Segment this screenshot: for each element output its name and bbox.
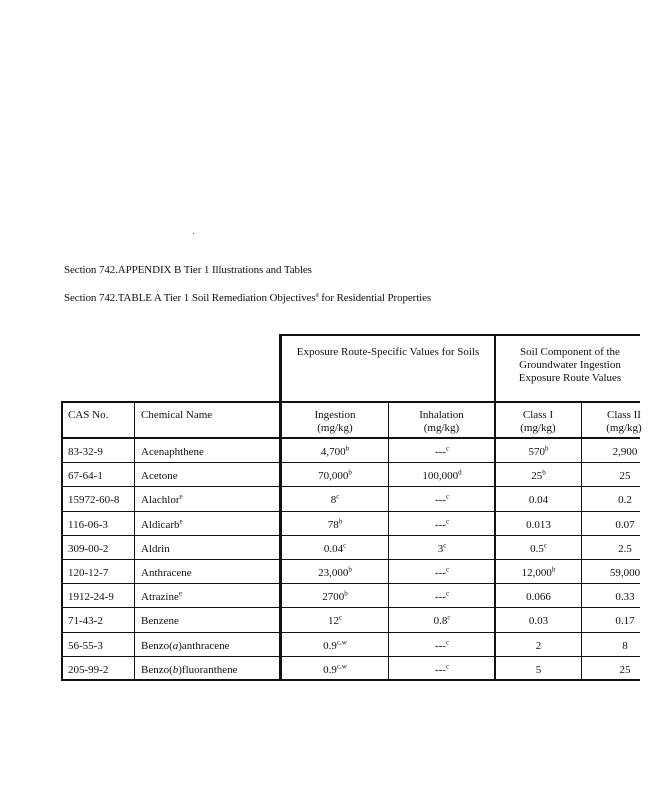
table-title-suffix: for Residential Properties bbox=[318, 292, 432, 304]
table-title-footnote: a bbox=[315, 290, 319, 299]
inhalation-footnote: c bbox=[443, 541, 447, 550]
class2-cell bbox=[582, 591, 668, 604]
table-top-border bbox=[279, 334, 640, 336]
class1-cell bbox=[496, 543, 581, 556]
class2-value: 8 bbox=[622, 640, 628, 652]
cas-number-cell: 116-06-3 bbox=[68, 519, 108, 531]
chemical-name-part: Benzo( bbox=[141, 664, 173, 676]
table-bottom-border bbox=[61, 679, 640, 681]
col-class2-unit: (mg/kg) bbox=[606, 422, 642, 434]
inhalation-footnote: c bbox=[445, 662, 450, 671]
ingestion-footnote: b bbox=[348, 565, 352, 574]
cas-number-cell: 15972-60-8 bbox=[68, 494, 120, 506]
ingestion-footnote: b bbox=[348, 468, 352, 477]
inhalation-value: --- bbox=[434, 664, 446, 676]
inhalation-value: 0.8 bbox=[433, 615, 448, 627]
chemical-name-cell bbox=[141, 519, 183, 532]
chemical-name-part: )anthracene bbox=[178, 640, 230, 652]
exposure-group-header: Exposure Route-Specific Values for Soils bbox=[296, 346, 480, 358]
inhalation-footnote: c bbox=[445, 638, 450, 647]
class1-value: 2 bbox=[535, 640, 542, 652]
ingestion-value: 12 bbox=[327, 615, 339, 627]
class1-value: 0.013 bbox=[526, 519, 551, 531]
cas-number-cell: 56-55-3 bbox=[68, 640, 103, 652]
chemical-name-footnote: e bbox=[178, 589, 182, 598]
row-divider bbox=[61, 511, 640, 512]
class2-value: 0.07 bbox=[615, 519, 635, 531]
inhalation-cell bbox=[389, 567, 495, 580]
cas-number-cell: 1912-24-9 bbox=[68, 591, 114, 603]
class1-footnote: b bbox=[545, 444, 549, 453]
class1-value: 570 bbox=[528, 446, 545, 458]
row-divider bbox=[61, 583, 640, 584]
class2-cell bbox=[582, 664, 668, 677]
inhalation-cell bbox=[389, 519, 495, 532]
row-divider bbox=[61, 656, 640, 657]
class2-cell bbox=[582, 519, 668, 532]
chemical-name-value: Anthracene bbox=[141, 567, 192, 579]
cas-number-cell: 309-00-2 bbox=[68, 543, 109, 555]
section-title: Section 742.APPENDIX B Tier 1 Illustrations and Tables bbox=[64, 264, 312, 276]
class2-value: 0.33 bbox=[615, 591, 635, 603]
ingestion-value: 78 bbox=[327, 519, 339, 531]
inhalation-footnote: c bbox=[447, 613, 451, 622]
class2-cell bbox=[582, 446, 668, 459]
header-top-border bbox=[61, 401, 640, 403]
inhalation-value: --- bbox=[434, 567, 446, 579]
cas-number-cell: 71-43-2 bbox=[68, 615, 103, 627]
soil-component-group-header: Soil Component of the Groundwater Ingestion Exposure Route Values bbox=[518, 346, 622, 384]
ingestion-footnote: b bbox=[344, 589, 348, 598]
class1-value: 12,000 bbox=[521, 567, 552, 579]
ingestion-value: 23,000 bbox=[318, 567, 349, 579]
ingestion-cell bbox=[282, 446, 388, 459]
inhalation-cell bbox=[389, 494, 495, 507]
ingestion-footnote: c,w bbox=[336, 638, 347, 647]
ingestion-footnote: c bbox=[336, 492, 340, 501]
col-class2-header: Class II bbox=[607, 409, 641, 421]
scan-speck bbox=[193, 233, 194, 234]
class1-value: 0.066 bbox=[526, 591, 551, 603]
class1-cell bbox=[496, 470, 581, 483]
inhalation-cell bbox=[389, 664, 495, 677]
chemical-name-value: Acenaphthene bbox=[141, 446, 204, 458]
chemical-name-value: Aldicarb bbox=[141, 519, 180, 531]
col-class1-unit: (mg/kg) bbox=[520, 422, 556, 434]
ingestion-cell bbox=[282, 664, 388, 677]
col-inhalation-header: Inhalation bbox=[419, 409, 464, 421]
row-divider bbox=[61, 486, 640, 487]
ingestion-footnote: b bbox=[338, 517, 343, 526]
ingestion-footnote: c bbox=[338, 613, 343, 622]
class1-value: 0.03 bbox=[528, 615, 549, 627]
group-divider-border bbox=[494, 334, 496, 680]
inhalation-cell bbox=[389, 470, 495, 483]
class2-cell bbox=[582, 615, 668, 628]
inhalation-footnote: c bbox=[445, 589, 450, 598]
ingestion-cell bbox=[282, 591, 388, 604]
name-column-border bbox=[279, 334, 282, 681]
chemical-name-cell bbox=[141, 494, 183, 507]
chemical-name-part: )fluoranthene bbox=[178, 664, 238, 676]
ingestion-value: 0.9 bbox=[323, 664, 337, 676]
ingestion-column-border bbox=[388, 401, 389, 680]
header-bottom-border bbox=[61, 437, 640, 439]
ingestion-value: 2700 bbox=[322, 591, 345, 603]
class2-cell bbox=[582, 567, 668, 580]
chemical-name-cell bbox=[141, 591, 182, 604]
table-title-main: Section 742.TABLE A Tier 1 Soil Remediation Objectives bbox=[64, 292, 316, 304]
table-left-border bbox=[61, 401, 63, 681]
class2-cell bbox=[582, 640, 668, 653]
ingestion-value: 0.04 bbox=[323, 543, 344, 555]
inhalation-footnote: c bbox=[445, 444, 450, 453]
class2-value: 25 bbox=[619, 664, 631, 676]
col-cas-header: CAS No. bbox=[68, 409, 109, 421]
col-chemical-header: Chemical Name bbox=[141, 409, 213, 421]
col-class1-header: Class I bbox=[522, 409, 554, 421]
chemical-name-value: Aldrin bbox=[141, 543, 170, 555]
chemical-name-cell bbox=[141, 640, 230, 653]
inhalation-value: --- bbox=[434, 591, 446, 603]
row-divider bbox=[61, 607, 640, 608]
chemical-name-value: Benzene bbox=[141, 615, 179, 627]
chemical-name-cell bbox=[141, 664, 238, 677]
inhalation-footnote: c bbox=[445, 517, 450, 526]
inhalation-value: --- bbox=[434, 519, 446, 531]
ingestion-cell bbox=[282, 494, 388, 507]
inhalation-value: --- bbox=[434, 494, 446, 506]
class1-footnote: c bbox=[543, 541, 547, 550]
class1-cell bbox=[496, 519, 581, 532]
class1-value: 0.5 bbox=[530, 543, 544, 555]
class1-value: 25 bbox=[531, 470, 543, 482]
class1-cell bbox=[496, 664, 581, 677]
table-title bbox=[64, 292, 431, 304]
inhalation-cell bbox=[389, 543, 495, 556]
row-divider bbox=[61, 462, 640, 463]
class1-cell bbox=[496, 567, 581, 580]
ingestion-value: 0.9 bbox=[323, 640, 337, 652]
inhalation-footnote: c bbox=[445, 565, 450, 574]
chemical-name-cell bbox=[141, 470, 178, 483]
class2-cell bbox=[582, 470, 668, 483]
inhalation-cell bbox=[389, 640, 495, 653]
col-ingestion-unit: (mg/kg) bbox=[317, 422, 353, 434]
ingestion-cell bbox=[282, 567, 388, 580]
ingestion-value: 8 bbox=[330, 494, 337, 506]
class1-cell bbox=[496, 446, 581, 459]
class1-cell bbox=[496, 494, 581, 507]
row-divider bbox=[61, 632, 640, 633]
class1-cell bbox=[496, 591, 581, 604]
ingestion-value: 70,000 bbox=[318, 470, 349, 482]
class1-footnote: b bbox=[551, 565, 556, 574]
inhalation-value: 100,000 bbox=[422, 470, 459, 482]
ingestion-cell bbox=[282, 615, 388, 628]
ingestion-cell bbox=[282, 519, 388, 532]
class2-value: 0.2 bbox=[618, 494, 632, 506]
inhalation-footnote: c bbox=[445, 492, 450, 501]
class2-value: 59,000 bbox=[609, 567, 641, 579]
chemical-name-value: Atrazine bbox=[141, 591, 179, 603]
inhalation-value: --- bbox=[434, 640, 446, 652]
chemical-name-value: Acetone bbox=[141, 470, 178, 482]
class2-value: 25 bbox=[619, 470, 631, 482]
inhalation-cell bbox=[389, 591, 495, 604]
chemical-name-part: b bbox=[172, 664, 179, 676]
col-inhalation-unit: (mg/kg) bbox=[423, 422, 460, 434]
ingestion-cell bbox=[282, 470, 388, 483]
chemical-name-footnote: e bbox=[179, 492, 183, 501]
inhalation-cell bbox=[389, 615, 495, 628]
class1-cell bbox=[496, 640, 581, 653]
ingestion-value: 4,700 bbox=[320, 446, 346, 458]
cas-column-border bbox=[134, 401, 135, 680]
class1-value: 5 bbox=[535, 664, 542, 676]
inhalation-cell bbox=[389, 446, 495, 459]
ingestion-cell bbox=[282, 543, 388, 556]
ingestion-footnote: c,w bbox=[336, 662, 347, 671]
class2-cell bbox=[582, 543, 668, 556]
chemical-name-footnote: e bbox=[179, 517, 183, 526]
row-divider bbox=[61, 535, 640, 536]
class2-value: 0.17 bbox=[615, 615, 635, 627]
ingestion-footnote: c bbox=[343, 541, 347, 550]
class2-cell bbox=[582, 494, 668, 507]
class1-footnote: b bbox=[542, 468, 546, 477]
class1-value: 0.04 bbox=[528, 494, 549, 506]
cas-number-cell: 120-12-7 bbox=[68, 567, 109, 579]
cas-number-cell: 205-99-2 bbox=[68, 664, 109, 676]
class1-column-border bbox=[581, 401, 582, 680]
inhalation-footnote: d bbox=[458, 468, 462, 477]
class2-value: 2.5 bbox=[618, 543, 632, 555]
col-ingestion-header: Ingestion bbox=[314, 409, 356, 421]
cas-number-cell: 67-64-1 bbox=[68, 470, 103, 482]
ingestion-cell bbox=[282, 640, 388, 653]
chemical-name-cell bbox=[141, 615, 179, 628]
row-divider bbox=[61, 559, 640, 560]
inhalation-value: --- bbox=[434, 446, 446, 458]
class2-value: 2,900 bbox=[612, 446, 638, 458]
cas-number-cell: 83-32-9 bbox=[68, 446, 103, 458]
class1-cell bbox=[496, 615, 581, 628]
chemical-name-cell bbox=[141, 446, 204, 459]
chemical-name-cell bbox=[141, 567, 192, 580]
ingestion-footnote: b bbox=[345, 444, 350, 453]
chemical-name-value: Alachlor bbox=[141, 494, 180, 506]
chemical-name-part: Benzo( bbox=[141, 640, 173, 652]
chemical-name-part: a bbox=[172, 640, 179, 652]
chemical-name-cell bbox=[141, 543, 170, 556]
inhalation-value: 3 bbox=[437, 543, 444, 555]
